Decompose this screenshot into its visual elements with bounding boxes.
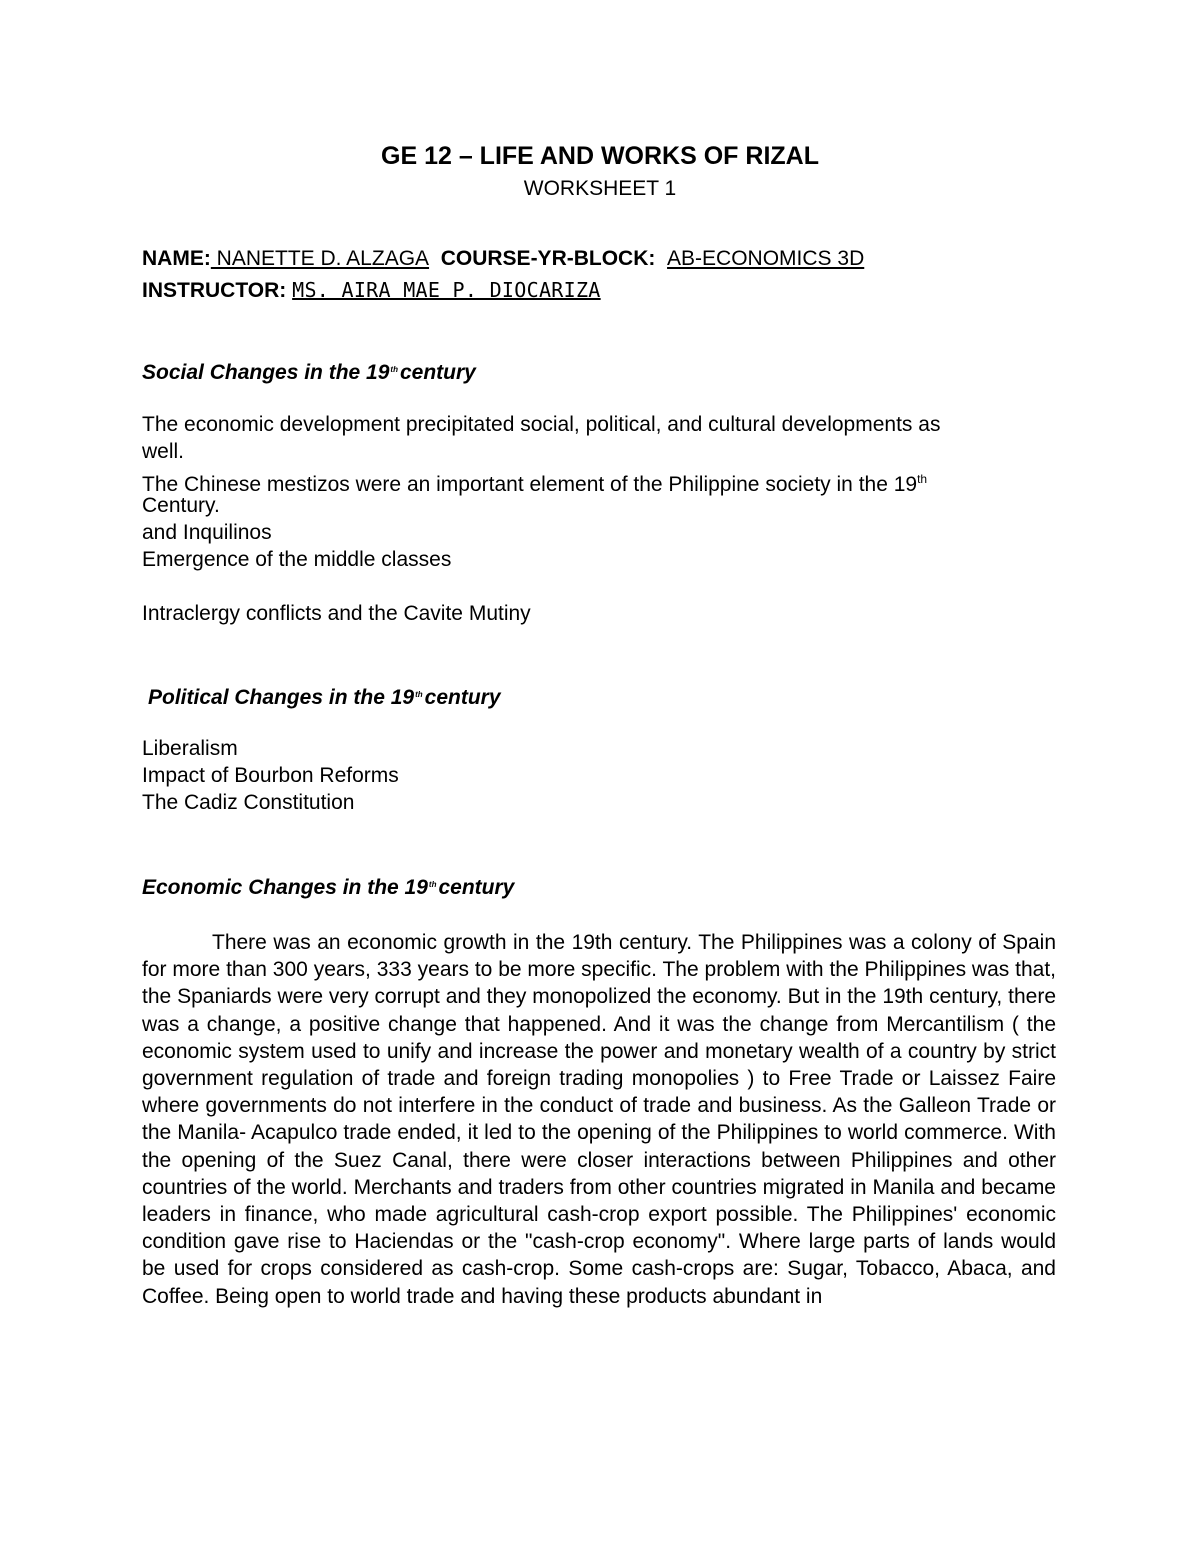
- political-line-3: The Cadiz Constitution: [142, 791, 355, 814]
- name-label: NAME:: [142, 247, 211, 270]
- worksheet-subtitle: WORKSHEET 1: [523, 177, 677, 200]
- political-heading-post: century: [424, 686, 501, 709]
- social-line-3: and Inquilinos: [142, 521, 272, 544]
- political-line-1: Liberalism: [142, 737, 238, 760]
- political-changes-heading: [148, 682, 501, 711]
- social-line-1b: well.: [142, 440, 185, 463]
- economic-changes-heading: [142, 872, 514, 901]
- political-heading-text: Political Changes in the 19: [148, 686, 415, 709]
- political-heading-sup: th: [415, 690, 423, 699]
- social-heading-text: Social Changes in the 19: [142, 361, 390, 384]
- social-line-2-sup: th: [917, 472, 928, 486]
- social-line-4: Emergence of the middle classes: [142, 548, 452, 571]
- course-label: COURSE-YR-BLOCK:: [440, 247, 656, 270]
- social-line-2b: Century.: [142, 494, 220, 517]
- social-line-1: The economic development precipitated social, political, and cultural developments as: [142, 413, 941, 436]
- social-changes-heading: [142, 357, 476, 386]
- social-heading-sup: th: [390, 365, 398, 374]
- political-line-2: Impact of Bourbon Reforms: [142, 764, 399, 787]
- instructor-label: INSTRUCTOR:: [142, 279, 287, 302]
- economic-paragraph: There was an economic growth in the 19th century. The Philippines was a colony of Spain for more than 300 years, 333 years to be more specific. The problem with the Philippines was that, the Spaniards were very corrupt and they monopolized the economy. But in the 19th century, there was a change, a positive change that happened. And it was the change from Mercantilism ( the economic system used to unify and increase the power and monetary wealth of a country by strict government regulation of trade and foreign trading monopolies ) to Free Trade or Laissez Faire where governments do not interfere in the conduct of trade and business. As the Galleon Trade or the Manila- Acapulco trade ended, it led to the opening of the Philippines to world commerce. With the opening of the Suez Canal, there were closer interactions between Philippines and other countries of the world. Merchants and traders from other countries migrated in Manila and became leaders in finance, who made agricultural cash-crop export possible. The Philippines' economic condition gave rise to Haciendas or the "cash-crop economy". Where large parts of lands would be used for crops considered as cash-crop. Some cash-crops are: Sugar, Tobacco, Abaca, and Coffee. Being open to world trade and having these products abundant in: [142, 931, 1056, 1308]
- document-title: GE 12 – LIFE AND WORKS OF RIZAL: [381, 142, 819, 170]
- instructor-value: MS. AIRA MAE P. DIOCARIZA: [292, 278, 601, 302]
- instructor-info-line: [142, 277, 601, 304]
- name-value: NANETTE D. ALZAGA: [210, 247, 430, 270]
- economic-heading-post: century: [438, 876, 515, 899]
- social-heading-post: century: [399, 361, 476, 384]
- economic-heading-sup: th: [428, 880, 437, 889]
- social-line-2-text: The Chinese mestizos were an important element of the Philippine society in the 19: [142, 473, 918, 496]
- student-info-line: [142, 246, 864, 272]
- social-line-5: Intraclergy conflicts and the Cavite Mutiny: [142, 602, 531, 625]
- course-value: AB-ECONOMICS 3D: [667, 247, 865, 270]
- social-line-2: [142, 466, 927, 498]
- economic-heading-text: Economic Changes in the 19: [142, 876, 428, 899]
